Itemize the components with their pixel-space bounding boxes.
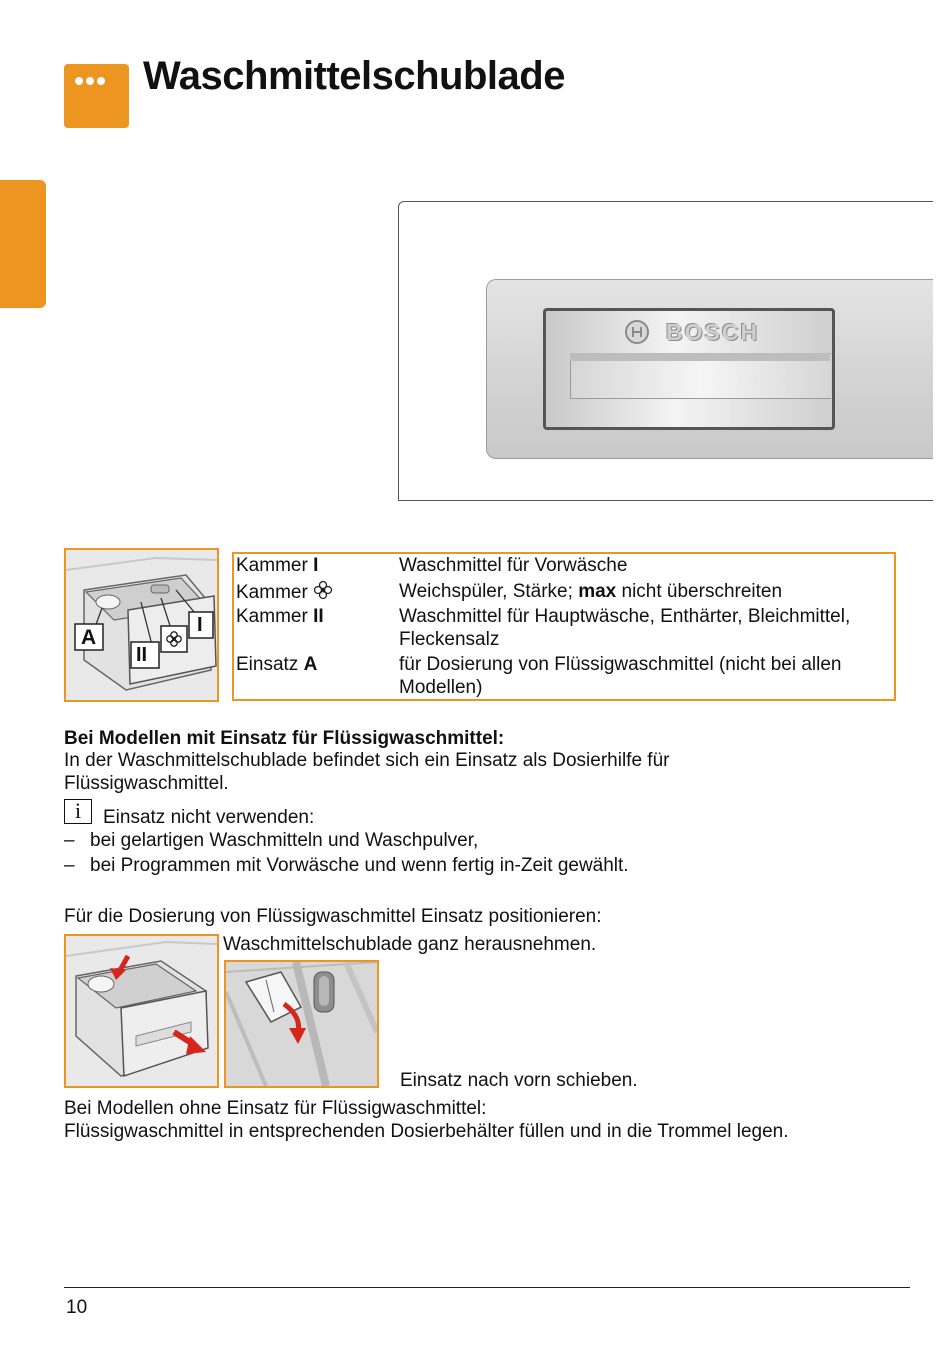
bullet-marker: – <box>64 830 75 851</box>
legend-value: Weichspüler, Stärke; max nicht überschreiten <box>399 581 783 602</box>
section-icon <box>64 64 129 128</box>
page-title: Waschmittelschublade <box>143 54 565 98</box>
legend-value: Waschmittel für Vorwäsche <box>399 555 628 576</box>
section-heading-without: Bei Modellen ohne Einsatz für Flüssigwaschmittel: <box>64 1098 487 1119</box>
brand-name: BOSCH <box>666 319 760 345</box>
section-heading: Bei Modellen mit Einsatz für Flüssigwaschmittel: <box>64 728 505 749</box>
page-number: 10 <box>66 1297 88 1318</box>
insert-slide-figure <box>224 960 379 1088</box>
chapter-tab <box>0 180 46 308</box>
drawer-compartments-figure <box>64 548 219 702</box>
bullet-marker: – <box>64 855 75 876</box>
legend-value: Waschmittel für Hauptwäsche, Enthärter, Bleichmittel, Fleckensalz <box>399 606 851 650</box>
drawer-grip-shadow <box>570 353 830 361</box>
figure-label-one: I <box>197 614 203 636</box>
footer-divider <box>64 1287 910 1288</box>
section-intro: In der Waschmittelschublade befindet sich ein Einsatz als Dosierhilfe für Flüssigwaschmittel. <box>64 750 670 794</box>
legend-value: für Dosierung von Flüssigwaschmittel (nicht bei allen Modellen) <box>399 654 842 698</box>
section-text-without: Flüssigwaschmittel in entsprechenden Dosierbehälter füllen und in die Trommel legen. <box>64 1121 789 1142</box>
flower-icon <box>313 580 333 600</box>
step-2: Einsatz nach vorn schieben. <box>400 1070 638 1091</box>
legend-key: Kammer II <box>236 606 324 627</box>
positioning-intro: Für die Dosierung von Flüssigwaschmittel Einsatz positionieren: <box>64 906 602 927</box>
brand-logo <box>624 318 764 346</box>
legend-key: Kammer I <box>236 555 319 576</box>
figure-label-a: A <box>81 626 97 649</box>
list-item: bei Programmen mit Vorwäsche und wenn fertig in-Zeit gewählt. <box>90 855 629 876</box>
step-1: Waschmittelschublade ganz herausnehmen. <box>223 934 597 955</box>
info-icon: i <box>64 799 92 824</box>
legend-key: Kammer <box>236 580 333 604</box>
list-item: bei gelartigen Waschmitteln und Waschpulver, <box>90 830 479 851</box>
info-note: Einsatz nicht verwenden: <box>103 807 315 828</box>
legend-key: Einsatz A <box>236 654 318 675</box>
figure-label-two: II <box>136 644 148 666</box>
drawer-removal-figure <box>64 934 219 1088</box>
